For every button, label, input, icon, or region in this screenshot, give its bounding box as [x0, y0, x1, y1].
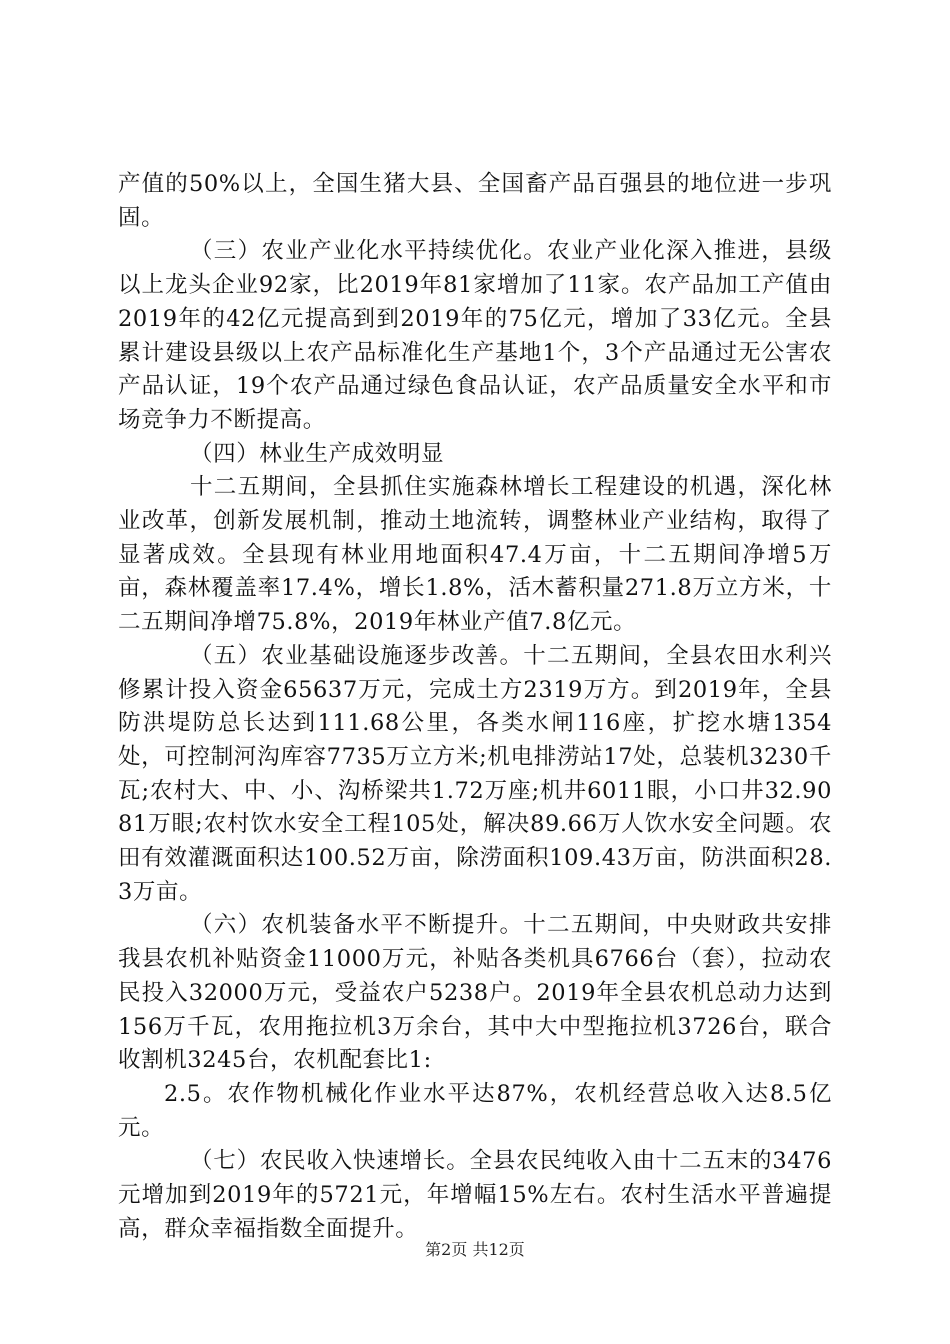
document-body [118, 168, 832, 1247]
section-heading-4: （四）林业生产成效明显 [190, 440, 445, 467]
paragraph-section-3: （三）农业产业化水平持续优化。农业产业化深入推进，县级以上龙头企业92家，比2019年81家增加了11家。农产品加工产值由2019年的42亿元提高到到2019年的75亿元，增加了33亿元。全县累计建设县级以上农产品标准化生产基地1个，3个产品通过无公害农产品认证，19个农产品通过绿色食品认证，农产品质量安全水平和市场竞争力不断提高。 [118, 238, 832, 433]
paragraph-continuation: 产值的50%以上，全国生猪大县、全国畜产品百强县的地位进一步巩固。 [118, 171, 832, 231]
page-number-footer: 第2页 共12页 [425, 1240, 525, 1259]
paragraph-section-6: （六）农机装备水平不断提升。十二五期间，中央财政共安排我县农机补贴资金11000万元，补贴各类机具6766台（套），拉动农民投入32000万元，受益农户5238户。2019年全县农机总动力达到156万千瓦，农用拖拉机3万余台，其中大中型拖拉机3726台，联合收割机3245台，农机配套比1: [118, 912, 832, 1074]
paragraph-forestry: 十二五期间，全县抓住实施森林增长工程建设的机遇，深化林业改革，创新发展机制，推动土地流转，调整林业产业结构，取得了显著成效。全县现有林业用地面积47.4万亩，十二五期间净增5万亩，森林覆盖率17.4%，增长1.8%，活木蓄积量271.8万立方米，十二五期间净增75.8%，2019年林业产值7.8亿元。 [118, 474, 832, 636]
paragraph-machinery-ratio: 2.5。农作物机械化作业水平达87%，农机经营总收入达8.5亿元。 [118, 1080, 832, 1141]
paragraph-section-5: （五）农业基础设施逐步改善。十二五期间，全县农田水利兴修累计投入资金65637万元，完成土方2319万方。到2019年，全县防洪堤防总长达到111.68公里，各类水闸116座，扩挖水塘1354处，可控制河沟库容7735万立方米;机电排涝站17处，总装机3230千瓦;农村大、中、小、沟桥梁共1.72万座;机井6011眼，小口井32.9081万眼;农村饮水安全工程105处，解决89.66万人饮水安全问题。农田有效灌溉面积达100.52万亩，除涝面积109.43万亩，防洪面积28.3万亩。 [118, 642, 832, 905]
paragraph-section-7: （七）农民收入快速增长。全县农民纯收入由十二五末的3476元增加到2019年的5721元，年增幅15%左右。农村生活水平普遍提高，群众幸福指数全面提升。 [118, 1148, 832, 1242]
